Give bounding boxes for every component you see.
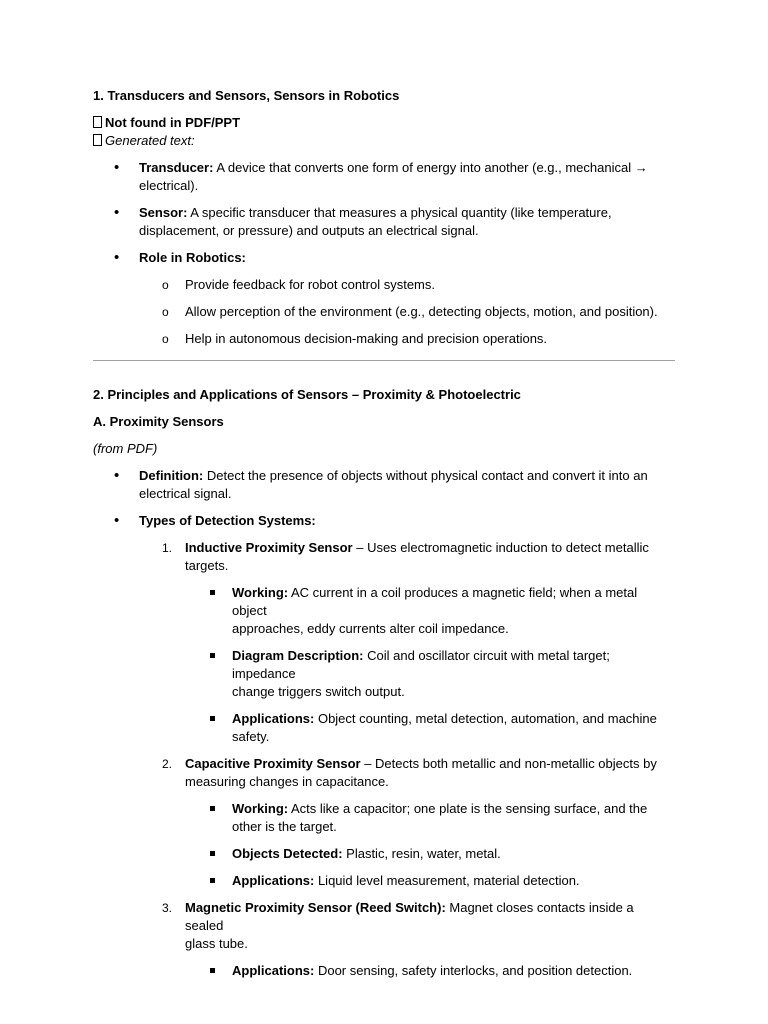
- section-2-title: 2. Principles and Applications of Sensors – Proximity & Photoelectric: [93, 387, 521, 402]
- square-bullet-icon: [210, 716, 215, 721]
- bullet-icon: •: [114, 467, 120, 484]
- horizontal-rule: [93, 360, 675, 361]
- detail-item: Objects Detected: Plastic, resin, water, metal.: [93, 845, 675, 863]
- source-note: (from PDF): [93, 441, 158, 456]
- detail-item: Working: AC current in a coil produces a magnetic field; when a metal object approaches, eddy currents alter coil impedance.: [93, 584, 675, 638]
- section-2: [93, 386, 675, 980]
- role-item: o Help in autonomous decision-making and precision operations.: [162, 331, 548, 346]
- role-item: o Allow perception of the environment (e.g., detecting objects, motion, and position).: [162, 304, 658, 319]
- list-item-types: • Types of Detection Systems:: [114, 512, 316, 529]
- circle-bullet-icon: o: [162, 305, 169, 319]
- detail-item: Applications: Liquid level measurement, material detection.: [93, 872, 675, 890]
- bullet-icon: •: [114, 159, 120, 176]
- square-bullet-icon: [210, 590, 215, 595]
- missing-glyph-icon: [93, 134, 102, 146]
- square-bullet-icon: [210, 878, 215, 883]
- bullet-icon: •: [114, 249, 120, 266]
- square-bullet-icon: [210, 806, 215, 811]
- section-1-list: [93, 159, 675, 348]
- square-bullet-icon: [210, 968, 215, 973]
- section-1-title: 1. Transducers and Sensors, Sensors in Robotics: [93, 88, 400, 103]
- circle-bullet-icon: o: [162, 332, 169, 346]
- detail-item: Diagram Description: Coil and oscillator circuit with metal target; impedance change triggers switch output.: [93, 647, 675, 701]
- list-item-role: • Role in Robotics:: [114, 249, 246, 266]
- subsection-a-title: A. Proximity Sensors: [93, 414, 224, 429]
- bullet-icon: •: [114, 512, 120, 529]
- list-item-definition: • Definition: Detect the presence of objects without physical contact and convert it into an electrical signal.: [114, 467, 648, 501]
- section-1: [93, 87, 675, 348]
- circle-bullet-icon: o: [162, 278, 169, 292]
- detail-item: Applications: Door sensing, safety interlocks, and position detection.: [93, 962, 675, 980]
- missing-glyph-icon: [93, 116, 102, 128]
- detail-item: Applications: Object counting, metal detection, automation, and machine safety.: [93, 710, 675, 746]
- square-bullet-icon: [210, 653, 215, 658]
- square-bullet-icon: [210, 851, 215, 856]
- list-item-transducer: • Transducer: A device that converts one form of energy into another (e.g., mechanical → electrical).: [114, 159, 648, 193]
- generated-line: Generated text:: [93, 132, 675, 150]
- role-item: o Provide feedback for robot control systems.: [162, 277, 436, 292]
- type-item-capacitive: 2. Capacitive Proximity Sensor – Detects both metallic and non-metallic objects by measuring changes in capacitance.: [162, 756, 657, 789]
- list-item-sensor: • Sensor: A specific transducer that measures a physical quantity (like temperature, displacement, or pressure) and outputs an electrical signal.: [114, 204, 612, 238]
- type-item-inductive: 1. Inductive Proximity Sensor – Uses electromagnetic induction to detect metallic targets.: [162, 540, 649, 573]
- not-found-line: Not found in PDF/PPT: [93, 114, 675, 132]
- detail-item: Working: Acts like a capacitor; one plate is the sensing surface, and the other is the target.: [93, 800, 675, 836]
- bullet-icon: •: [114, 204, 120, 221]
- type-item-magnetic: 3. Magnetic Proximity Sensor (Reed Switch): Magnet closes contacts inside a sealed glass tube.: [162, 900, 634, 951]
- section-2-list: [93, 467, 675, 980]
